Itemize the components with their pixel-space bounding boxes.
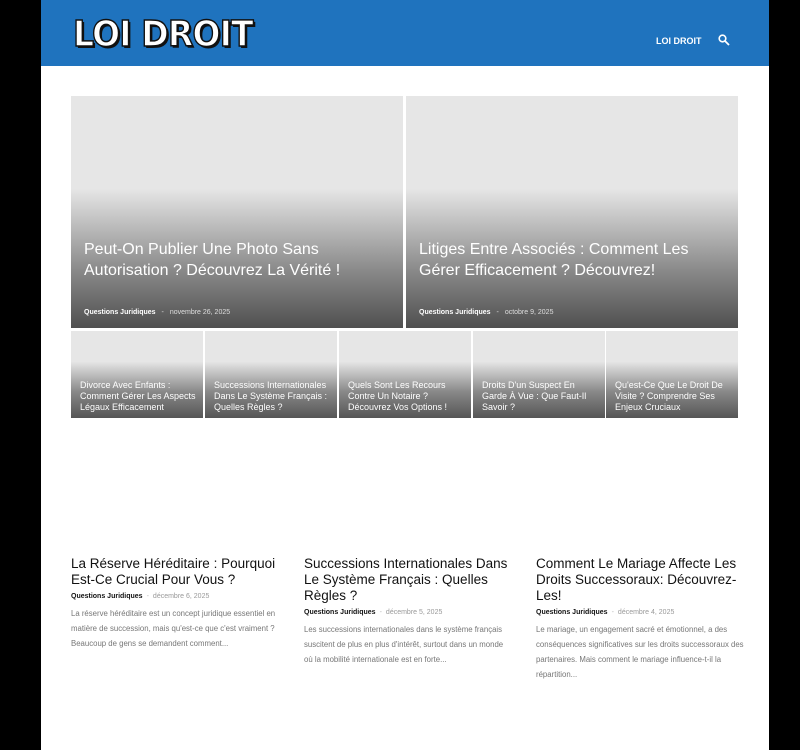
post-date: décembre 4, 2025 [617, 609, 675, 616]
article-excerpt: La réserve héréditaire est un concept juridique essentiel en matière de succession, mais qu'est-ce que c'est vraiment ? Beaucoup de gens se demandent comment... [71, 609, 276, 648]
search-icon[interactable] [718, 34, 730, 46]
separator: - [146, 593, 149, 600]
tile-title[interactable]: Droits D'un Suspect En Garde À Vue : Que Faut-Il Savoir ? [482, 380, 587, 412]
tile-title[interactable]: Successions Internationales Dans Le Système Français : Quelles Règles ? [214, 380, 328, 412]
separator: - [611, 609, 614, 616]
article-excerpt: Les successions internationales dans le système français suscitent de plus en plus d'intérêt, surtout dans un monde où la mobilité internationale est en forte... [304, 625, 504, 664]
tile-title[interactable]: Qu'est-Ce Que Le Droit De Visite ? Comprendre Ses Enjeux Cruciaux [615, 380, 723, 412]
category-link[interactable]: Questions Juridiques [304, 609, 376, 616]
tile-title[interactable]: Quels Sont Les Recours Contre Un Notaire ? Découvrez Vos Options ! [348, 380, 448, 412]
post-date: novembre 26, 2025 [169, 309, 231, 316]
site-logo[interactable]: LOI DROIT [73, 14, 253, 55]
featured-post[interactable] [406, 96, 738, 328]
article-card [304, 556, 512, 667]
article-card [71, 556, 279, 651]
article-title[interactable]: Comment Le Mariage Affecte Les Droits Successoraux: Découvrez-Les! [536, 556, 737, 603]
small-tile[interactable] [205, 331, 337, 418]
page [41, 0, 769, 750]
article-title[interactable]: La Réserve Héréditaire : Pourquoi Est-Ce Crucial Pour Vous ? [71, 556, 276, 587]
post-meta [536, 609, 744, 616]
nav-link-loi-droit[interactable]: LOI DROIT [656, 36, 702, 46]
small-tile[interactable] [606, 331, 738, 418]
post-meta [304, 609, 512, 616]
category-link[interactable]: Questions Juridiques [536, 609, 608, 616]
site-header [41, 0, 769, 66]
tile-title[interactable]: Divorce Avec Enfants : Comment Gérer Les Aspects Légaux Efficacement [80, 380, 196, 412]
category-link[interactable]: Questions Juridiques [71, 593, 143, 600]
post-date: décembre 5, 2025 [385, 609, 443, 616]
small-tile[interactable] [339, 331, 471, 418]
post-meta: Questions Juridiques - novembre 26, 2025 [84, 309, 231, 316]
post-meta: Questions Juridiques - octobre 9, 2025 [419, 309, 554, 316]
article-excerpt: Le mariage, un engagement sacré et émotionnel, a des conséquences significatives sur les droits successoraux des partenaires. Mais comment le mariage influence-t-il la répartition... [536, 625, 744, 679]
post-date: octobre 9, 2025 [504, 309, 554, 316]
featured-title[interactable]: Litiges Entre Associés : Comment Les Gérer Efficacement ? Découvrez! [419, 241, 689, 279]
separator: - [379, 609, 382, 616]
category-link[interactable]: Questions Juridiques [84, 309, 156, 316]
article-title[interactable]: Successions Internationales Dans Le Système Français : Quelles Règles ? [304, 556, 508, 603]
article-card [536, 556, 744, 682]
post-date: décembre 6, 2025 [152, 593, 210, 600]
post-meta [71, 593, 279, 600]
small-tile[interactable] [473, 331, 605, 418]
featured-title[interactable]: Peut-On Publier Une Photo Sans Autorisation ? Découvrez La Vérité ! [84, 241, 341, 279]
category-link[interactable]: Questions Juridiques [419, 309, 491, 316]
featured-post[interactable] [71, 96, 403, 328]
small-tile[interactable] [71, 331, 203, 418]
